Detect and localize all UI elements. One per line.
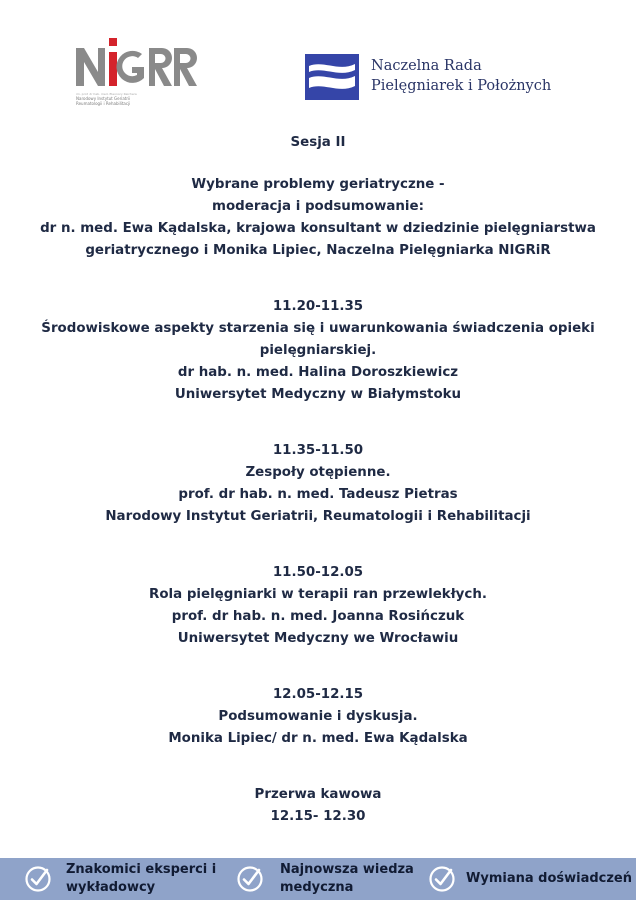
talk-speaker: prof. dr hab. n. med. Joanna Rosińczuk xyxy=(171,609,465,624)
talk-time: 11.35-11.50 xyxy=(272,443,364,458)
feature-experience xyxy=(428,858,632,900)
nigrr-logo xyxy=(72,34,204,116)
session-intro-line: Wybrane problemy geriatryczne - xyxy=(191,177,445,192)
nigrr-tagline-line: Reumatologii i Rehabilitacji xyxy=(76,101,131,106)
talk-title: Zespoły otępienne. xyxy=(245,465,391,480)
feature-experts xyxy=(24,858,216,900)
feature-label-line: Znakomici eksperci i xyxy=(66,862,217,877)
nigrr-tagline xyxy=(76,92,146,106)
nigrr-wordmark-graphic xyxy=(72,34,204,94)
talk-affiliation: Narodowy Instytut Geriatrii, Reumatologii i Rehabilitacji xyxy=(105,509,531,524)
talk-speaker: dr hab. n. med. Halina Doroszkiewicz xyxy=(177,365,459,380)
talk-title: Środowiskowe aspekty starzenia się i uwarunkowania świadczenia opieki xyxy=(41,321,595,336)
feature-label-line: medyczna xyxy=(280,880,354,895)
nrpip-org-line: Naczelna Rada xyxy=(371,58,482,74)
feature-label xyxy=(66,861,216,897)
talk-speaker: Monika Lipiec/ dr n. med. Ewa Kądalska xyxy=(168,731,468,746)
coffee-break xyxy=(0,784,636,828)
check-circle-icon xyxy=(428,865,456,893)
talk-time: 11.20-11.35 xyxy=(272,299,364,314)
features-footer xyxy=(0,858,636,900)
nrpip-org-name xyxy=(371,56,551,96)
nrpip-org-line: Pielęgniarek i Położnych xyxy=(371,78,552,94)
check-circle-icon xyxy=(24,865,52,893)
coffee-break-label: Przerwa kawowa xyxy=(254,787,382,802)
nrpip-emblem xyxy=(305,52,361,102)
nrpip-logo xyxy=(305,52,555,106)
session-title: Sesja II xyxy=(290,135,346,150)
talk-block xyxy=(0,440,636,528)
session-program xyxy=(0,130,636,828)
talk-affiliation: Uniwersytet Medyczny w Białymstoku xyxy=(174,387,462,402)
talk-block xyxy=(0,296,636,406)
talk-title: pielęgniarskiej. xyxy=(259,343,377,358)
talk-affiliation: Uniwersytet Medyczny we Wrocławiu xyxy=(177,631,459,646)
coffee-break-time: 12.15- 12.30 xyxy=(270,809,366,824)
talk-title: Rola pielęgniarki w terapii ran przewlekłych. xyxy=(149,587,487,602)
talk-title: Podsumowanie i dyskusja. xyxy=(218,709,418,724)
feature-label-line: wykładowcy xyxy=(66,880,156,895)
nigrr-tagline-top: im. prof. dr hab. med. Eleonory Reichera xyxy=(76,92,137,96)
feature-knowledge xyxy=(236,858,414,900)
session-intro-line: moderacja i podsumowanie: xyxy=(212,199,424,214)
session-intro-line: dr n. med. Ewa Kądalska, krajowa konsultant w dziedzinie pielęgniarstwa xyxy=(40,221,596,236)
feature-label-line: Najnowsza wiedza xyxy=(280,862,414,877)
talk-time: 12.05-12.15 xyxy=(272,687,364,702)
check-circle-icon xyxy=(236,865,264,893)
talk-time: 11.50-12.05 xyxy=(272,565,364,580)
talk-block xyxy=(0,562,636,650)
nigrr-tagline-line: Narodowy Instytut Geriatrii xyxy=(76,96,131,101)
feature-label xyxy=(466,870,632,888)
session-intro-line: geriatrycznego i Monika Lipiec, Naczelna Pielęgniarka NIGRiR xyxy=(85,243,551,258)
talk-speaker: prof. dr hab. n. med. Tadeusz Pietras xyxy=(178,487,458,502)
nigrr-wordmark-text: NIGRR xyxy=(132,44,136,45)
feature-label xyxy=(280,861,414,897)
talk-block xyxy=(0,684,636,750)
session-intro xyxy=(0,174,636,262)
feature-label-line: Wymiana doświadczeń xyxy=(466,871,633,886)
